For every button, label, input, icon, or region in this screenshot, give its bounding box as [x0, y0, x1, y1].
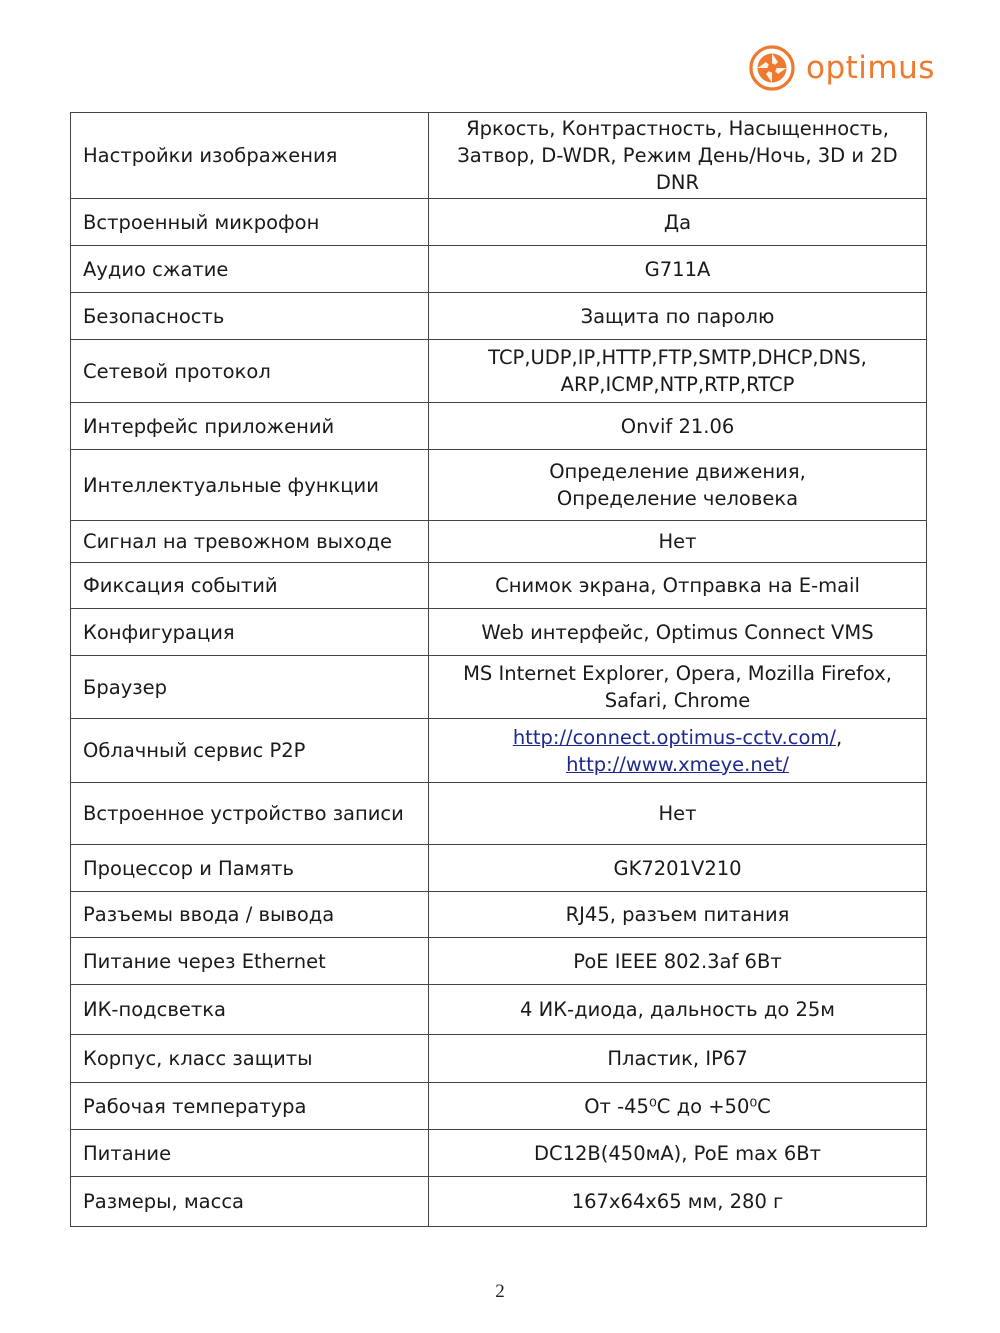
- spec-label: ИК-подсветка: [71, 985, 429, 1035]
- spec-value: [429, 199, 927, 246]
- spec-value-line: Определение движения,: [549, 460, 806, 483]
- table-row: [71, 403, 927, 450]
- spec-value-line: Onvif 21.06: [620, 414, 735, 438]
- spec-label: Корпус, класс защиты: [71, 1035, 429, 1083]
- table-row: [71, 985, 927, 1035]
- table-row: [71, 938, 927, 985]
- table-row: [71, 1177, 927, 1227]
- spec-value: [429, 340, 927, 403]
- spec-value: [429, 450, 927, 521]
- table-row: [71, 199, 927, 246]
- spec-value-line: RJ45, разъем питания: [565, 903, 790, 926]
- spec-value: [429, 845, 927, 892]
- table-row: [71, 563, 927, 609]
- table-row: [71, 892, 927, 938]
- table-row: [71, 1083, 927, 1130]
- table-row: [71, 521, 927, 563]
- spec-value: [429, 246, 927, 293]
- spec-value-line: Затвор, D-WDR, Режим День/Ночь, 3D и 2D DNR: [457, 144, 898, 194]
- spec-label: Браузер: [71, 656, 429, 719]
- spec-value: [429, 609, 927, 656]
- spec-value: [429, 719, 927, 783]
- spec-value-line: DC12В(450мА), PoE max 6Вт: [533, 1141, 822, 1165]
- table-row: [71, 719, 927, 783]
- spec-value: [429, 985, 927, 1035]
- brand-name: optimus: [806, 49, 935, 86]
- spec-value-line: Да: [663, 210, 692, 234]
- spec-value: [429, 113, 927, 199]
- spec-value: [429, 1177, 927, 1227]
- spec-label: Фиксация событий: [71, 563, 429, 609]
- table-row: [71, 656, 927, 719]
- spec-label: Безопасность: [71, 293, 429, 340]
- spec-value: [429, 563, 927, 609]
- spec-value-line: Web интерфейс, Optimus Connect VMS: [481, 620, 874, 644]
- spec-value: [429, 892, 927, 938]
- spec-value-line: Нет: [658, 530, 697, 553]
- p2p-link-xmeye[interactable]: http://www.xmeye.net/: [566, 752, 789, 776]
- spec-value: [429, 403, 927, 450]
- spec-label: Питание через Ethernet: [71, 938, 429, 985]
- table-row: [71, 1130, 927, 1177]
- optimus-logo-icon: [748, 44, 796, 92]
- table-row: [71, 340, 927, 403]
- spec-label: Настройки изображения: [71, 113, 429, 199]
- table-row: [71, 113, 927, 199]
- spec-value: [429, 521, 927, 563]
- spec-value: [429, 293, 927, 340]
- spec-value: [429, 783, 927, 845]
- spec-label: Сетевой протокол: [71, 340, 429, 403]
- spec-value-line: ARP,ICMP,NTP,RTP,RTCP: [560, 373, 795, 396]
- page-number: 2: [495, 1281, 505, 1302]
- specs-table: [70, 112, 927, 1227]
- spec-value: [429, 656, 927, 719]
- spec-value-line: Снимок экрана, Отправка на E-mail: [495, 574, 860, 597]
- spec-label: Интеллектуальные функции: [71, 450, 429, 521]
- spec-value-line: TCP,UDP,IP,HTTP,FTP,SMTP,DHCP,DNS,: [488, 346, 867, 369]
- spec-label: Аудио сжатие: [71, 246, 429, 293]
- spec-label: Рабочая температура: [71, 1083, 429, 1130]
- spec-value: [429, 1035, 927, 1083]
- spec-value-line: MS Internet Explorer, Opera, Mozilla Firefox,: [463, 662, 892, 685]
- spec-value-line: 167x64x65 мм, 280 г: [571, 1190, 784, 1213]
- brand-logo: [748, 44, 935, 92]
- spec-value-line: Яркость, Контрастность, Насыщенность,: [466, 117, 889, 140]
- table-row: [71, 293, 927, 340]
- spec-value-line: Пластик, IP67: [607, 1047, 748, 1070]
- spec-value-line: Safari, Chrome: [604, 689, 751, 712]
- spec-value-line: Нет: [658, 802, 697, 825]
- spec-label: Встроенный микрофон: [71, 199, 429, 246]
- spec-value-line: GK7201V210: [613, 856, 742, 880]
- table-row: [71, 246, 927, 293]
- spec-label: Разъемы ввода / вывода: [71, 892, 429, 938]
- spec-value-line: Определение человека: [556, 487, 799, 510]
- table-row: [71, 450, 927, 521]
- link-separator: ,: [835, 725, 843, 749]
- spec-value-line: От -45⁰С до +50⁰С: [584, 1094, 771, 1118]
- spec-value: [429, 1083, 927, 1130]
- spec-label: Облачный сервис P2P: [71, 719, 429, 783]
- spec-value-line: 4 ИК-диода, дальность до 25м: [520, 998, 835, 1021]
- spec-label: Конфигурация: [71, 609, 429, 656]
- spec-value-line: Защита по паролю: [580, 304, 775, 328]
- table-row: [71, 845, 927, 892]
- spec-value-line: PoE IEEE 802.3af 6Вт: [573, 949, 782, 973]
- spec-label: Сигнал на тревожном выходе: [71, 521, 429, 563]
- table-row: [71, 1035, 927, 1083]
- spec-label: Питание: [71, 1130, 429, 1177]
- spec-value: [429, 938, 927, 985]
- spec-label: Интерфейс приложений: [71, 403, 429, 450]
- spec-label: Процессор и Память: [71, 845, 429, 892]
- table-row: [71, 783, 927, 845]
- table-row: [71, 609, 927, 656]
- spec-label: Размеры, масса: [71, 1177, 429, 1227]
- spec-label: Встроенное устройство записи: [71, 783, 429, 845]
- spec-value-line: G711A: [644, 257, 711, 281]
- p2p-link-connect[interactable]: http://connect.optimus-cctv.com/: [512, 725, 836, 749]
- spec-value: [429, 1130, 927, 1177]
